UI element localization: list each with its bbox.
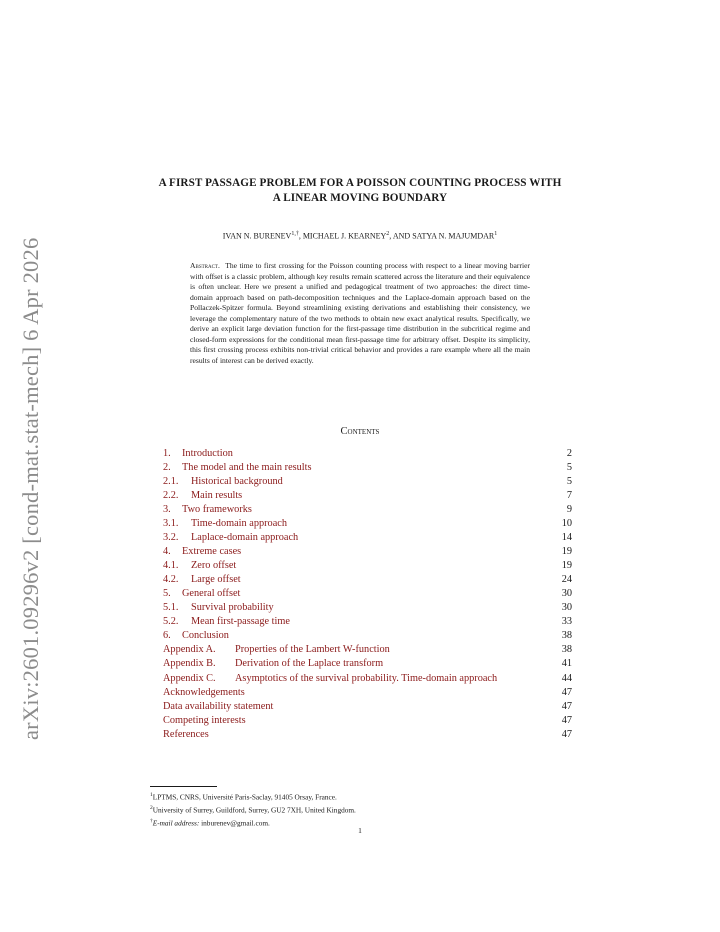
toc-entry-page: 9 (566, 504, 572, 516)
author-separator: , (298, 231, 303, 241)
toc-entry-number: Appendix C. (163, 672, 216, 684)
toc-entry-link[interactable] (163, 461, 312, 475)
toc-entry-number: 2. (163, 462, 171, 474)
toc-entry[interactable] (163, 728, 572, 742)
toc-entry-number: 4.2. (163, 574, 179, 586)
toc-entry-link[interactable] (163, 475, 283, 489)
toc-entry-page: 10 (561, 518, 572, 530)
toc-entry-link[interactable] (163, 686, 245, 700)
toc-entry-link[interactable] (163, 643, 390, 657)
toc-entry-title: General offset (182, 588, 241, 600)
footnote-1-text: LPTMS, CNRS, Université Paris-Saclay, 91405 Orsay, France. (152, 792, 337, 802)
toc-entry-title: Two frameworks (182, 504, 252, 516)
page-number: 1 (358, 826, 362, 835)
toc-entry-title: Historical background (191, 476, 283, 488)
toc-entry-title: Data availability statement (163, 700, 274, 712)
toc-entry-title: Mean first-passage time (191, 616, 290, 628)
toc-entry-number: 5.1. (163, 602, 179, 614)
toc-entry-number: 2.1. (163, 476, 179, 488)
toc-entry-title: References (163, 728, 209, 740)
toc-entry-title: Zero offset (191, 560, 237, 572)
toc-entry-page: 5 (566, 462, 572, 474)
author-1-name: IVAN N. BURENEV (222, 231, 292, 241)
footnote-3-mark: † (150, 817, 153, 824)
toc-entry-title: Main results (191, 490, 243, 502)
toc-entry[interactable] (163, 587, 572, 601)
toc-entry-link[interactable] (163, 672, 497, 686)
toc-entry-number: 1. (163, 448, 171, 459)
toc-entry-link[interactable] (163, 503, 252, 517)
arxiv-identifier-stamp: arXiv:2601.09296v2 [cond-mat.stat-mech] 6 Apr 2026 (18, 237, 43, 740)
toc-entry-title: Acknowledgements (163, 686, 245, 698)
author-2-affil: 2 (386, 231, 390, 237)
toc-entry-number: Appendix B. (163, 658, 216, 670)
author-list (150, 229, 570, 242)
footnote-2 (150, 803, 570, 816)
toc-entry[interactable] (163, 686, 572, 700)
title-line-2: A LINEAR MOVING BOUNDARY (272, 192, 448, 204)
abstract (190, 261, 530, 366)
toc-entry-number: 3.1. (163, 518, 179, 530)
toc-entry-link[interactable] (163, 714, 246, 728)
toc-entry-title: Introduction (182, 448, 233, 459)
toc-entry-title: The model and the main results (182, 462, 312, 474)
footnote-1-mark: 1 (150, 792, 153, 798)
toc-entry[interactable] (163, 517, 572, 531)
toc-entry[interactable] (163, 475, 572, 489)
toc-entry-page: 5 (566, 476, 572, 488)
toc-entry-page: 2 (566, 448, 572, 459)
toc-entry-link[interactable] (163, 700, 273, 714)
footnote-3-email: inburenev@gmail.com. (201, 818, 270, 828)
toc-entry-page: 47 (561, 700, 572, 712)
toc-entry[interactable] (163, 503, 572, 517)
table-of-contents (163, 447, 572, 742)
toc-entry-link[interactable] (163, 587, 240, 601)
toc-entry-link[interactable] (163, 447, 233, 461)
abstract-text: The time to first crossing for the Poisson counting process with respect to a linear moving barrier with offset is a classic problem, although key results remain scattered across the literature and their equivalence is often unclear. Here we present a unified and pedagogical treatment of two approaches: the direct time-domain approach based on path-decomposition techniques and the Laplace-domain approach based on the Pollaczek-Spitzer formula. Beyond streamlining existing derivations and establishing their consistency, we leverage the complementary nature of the two methods to obtain new exact analytical results. Specifically, we derive an explicit large deviation function for the first-passage time distribution in the subcritical regime and closed-form expressions for the conditional mean first-passage time for arbitrary offset. Despite its simplicity, this first crossing process exhibits non-trivial critical behavior and provides a rare example where all the main results of interest can be derived exactly. (190, 261, 530, 365)
toc-entry[interactable] (163, 531, 572, 545)
author-2-name: MICHAEL J. KEARNEY (302, 231, 387, 241)
toc-entry-number: 5.2. (163, 616, 179, 628)
toc-entry-link[interactable] (163, 728, 209, 742)
author-1-affil: 1,† (291, 231, 299, 237)
toc-entry-page: 33 (561, 616, 572, 628)
toc-entry-link[interactable] (163, 545, 241, 559)
toc-entry[interactable] (163, 714, 572, 728)
toc-entry[interactable] (163, 573, 572, 587)
toc-entry[interactable] (163, 700, 572, 714)
toc-entry-link[interactable] (163, 629, 229, 643)
toc-entry-title: Survival probability (191, 602, 274, 614)
toc-entry-number: Appendix A. (163, 644, 216, 656)
toc-entry-link[interactable] (163, 517, 287, 531)
toc-entry-page: 47 (561, 714, 572, 726)
toc-entry-page: 38 (561, 630, 572, 642)
toc-entry-page: 47 (561, 728, 572, 740)
toc-entry-page: 19 (561, 560, 572, 572)
title-line-1: A FIRST PASSAGE PROBLEM FOR A POISSON COUNTING PROCESS WITH (158, 177, 562, 189)
toc-entry-title: Properties of the Lambert W-function (235, 644, 390, 656)
footnote-3-label: E-mail address: (152, 818, 200, 828)
toc-entry-title: Laplace-domain approach (191, 532, 299, 544)
abstract-label: Abstract. (190, 261, 220, 270)
toc-entry[interactable] (163, 601, 572, 615)
author-3-affil: 1 (494, 231, 498, 237)
toc-entry[interactable] (163, 489, 572, 503)
toc-entry-page: 19 (561, 546, 572, 558)
toc-entry-page: 41 (561, 658, 572, 670)
toc-entry-page: 7 (566, 490, 572, 502)
toc-entry-number: 4. (163, 546, 171, 558)
toc-entry-page: 30 (561, 588, 572, 600)
toc-entry-title: Competing interests (163, 714, 246, 726)
toc-entry[interactable] (163, 615, 572, 629)
toc-entry-title: Time-domain approach (191, 518, 287, 530)
toc-entry-link[interactable] (163, 601, 274, 615)
toc-entry-link[interactable] (163, 489, 242, 503)
toc-entry-number: 3.2. (163, 532, 179, 544)
toc-entry[interactable] (163, 559, 572, 573)
toc-entry-page: 14 (561, 532, 572, 544)
footnote-2-mark: 2 (150, 804, 153, 811)
toc-entry-page: 38 (561, 644, 572, 656)
toc-entry-title: Large offset (191, 574, 241, 586)
author-3-name: SATYA N. MAJUMDAR (412, 231, 495, 241)
toc-entry-number: 2.2. (163, 490, 179, 502)
toc-entry[interactable] (163, 447, 572, 461)
toc-entry[interactable] (163, 545, 572, 559)
toc-entry-number: 3. (163, 504, 171, 516)
toc-entry-page: 47 (561, 686, 572, 698)
author-separator: , AND (389, 231, 413, 241)
toc-entry-link[interactable] (163, 615, 290, 629)
contents-heading: Contents (340, 426, 380, 437)
footnote-1 (150, 790, 570, 803)
paper-title (150, 176, 570, 206)
toc-entry-page: 44 (561, 672, 572, 684)
toc-entry-number: 5. (163, 588, 171, 600)
toc-entry-number: 4.1. (163, 560, 179, 572)
toc-entry-page: 30 (561, 602, 572, 614)
footnotes (150, 790, 570, 829)
toc-entry-link[interactable] (163, 559, 236, 573)
toc-entry-link[interactable] (163, 531, 298, 545)
toc-entry-page: 24 (561, 574, 572, 586)
toc-entry-title: Conclusion (182, 630, 229, 642)
toc-entry[interactable] (163, 657, 572, 671)
toc-entry[interactable] (163, 629, 572, 643)
footnote-rule (150, 786, 217, 787)
toc-entry-link[interactable] (163, 657, 383, 671)
toc-entry-title: Derivation of the Laplace transform (235, 658, 384, 670)
toc-entry-number: 6. (163, 630, 171, 642)
toc-entry-title: Extreme cases (182, 546, 242, 558)
toc-entry[interactable] (163, 461, 572, 475)
toc-entry[interactable] (163, 672, 572, 686)
footnote-2-text: University of Surrey, Guildford, Surrey, GU2 7XH, United Kingdom. (152, 805, 356, 815)
toc-entry-link[interactable] (163, 573, 241, 587)
toc-entry[interactable] (163, 643, 572, 657)
toc-entry-title: Asymptotics of the survival probability. Time-domain approach (235, 672, 498, 684)
